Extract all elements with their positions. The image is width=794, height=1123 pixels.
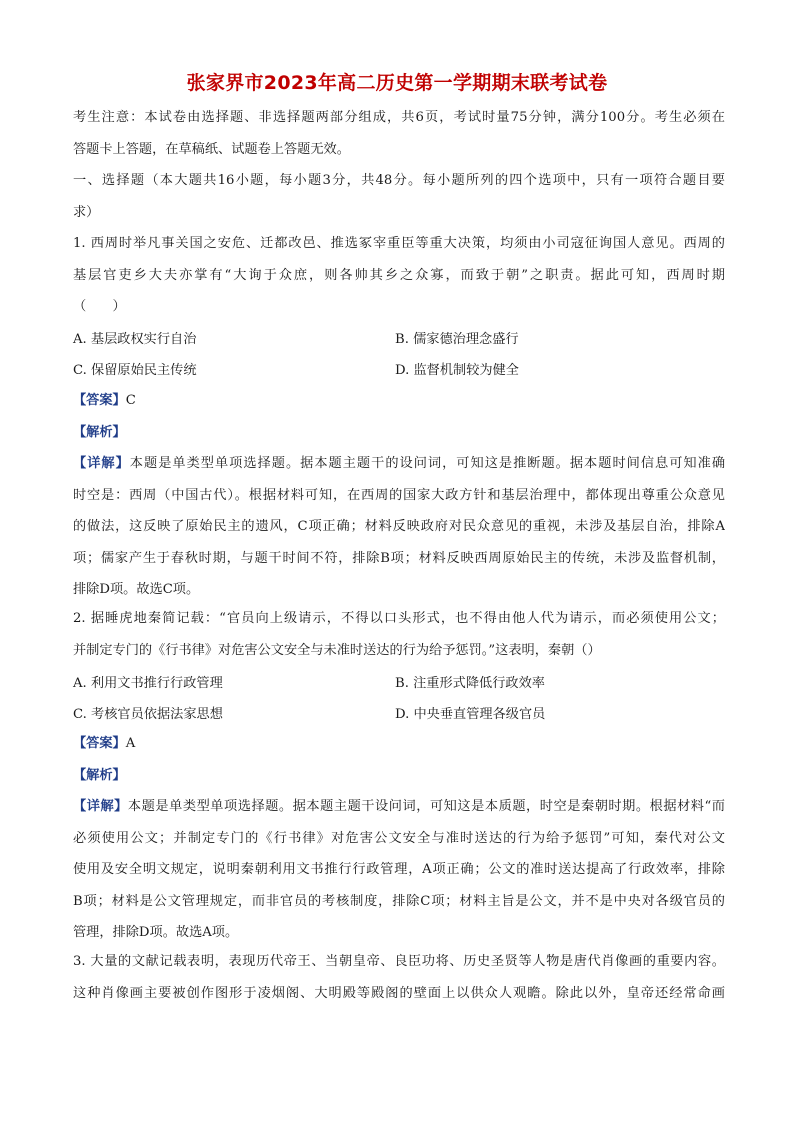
- section-heading-line: 一、选择题（本大题共16小题，每小题3分，共48分。每小题所列的四个选项中，只有一项符合题目要: [73, 173, 725, 188]
- detail-line: 时空是：西周（中国古代）。根据材料可知，在西周的国家大政方针和基层治理中，都体现出尊重公众意见: [73, 487, 725, 503]
- option-a: A. 利用文书推行行政管理: [73, 676, 223, 691]
- question-1-answer: [73, 385, 725, 448]
- detail-line: 管理，排除D项。故选A项。: [73, 925, 239, 940]
- question-2-stem: [73, 603, 725, 666]
- question-1-detail: [73, 448, 725, 606]
- section-heading-line: 求）: [73, 204, 100, 220]
- question-3-stem: [73, 946, 725, 1009]
- detail-line: 项；儒家产生于春秋时期，与题干时间不符，排除B项；材料反映西周原始民主的传统，未涉及监督机制，: [73, 550, 725, 566]
- question-stem-line: 3. 大量的文献记载表明，表现历代帝王、当朝皇帝、良臣功将、历史圣贤等人物是唐代肖像画的重要内容。: [73, 954, 725, 969]
- detail-line: 【详解】本题是单类型单项选择题。据本题主题干设问词，可知这是本质题，时空是秦朝时期。根据材料“而: [73, 799, 725, 814]
- detail-line: 【详解】本题是单类型单项选择题。据本题主题干的设问词，可知这是推断题。据本题时间信息可知准确: [73, 456, 725, 471]
- option-d: D. 监督机制较为健全: [395, 363, 519, 378]
- analysis-line: [73, 417, 725, 449]
- detail-line: B项；材料是公文管理规定，而非官员的考核制度，排除C项；材料主旨是公文，并不是中央对各级官员的: [73, 893, 725, 909]
- question-stem-line: （ ）: [73, 299, 126, 314]
- detail-tag: 【详解】: [73, 799, 128, 814]
- question-stem-line: 2. 据睡虎地秦简记载：“官员向上级请示，不得以口头形式，也不得由他人代为请示，而必须使用公文；: [73, 611, 725, 626]
- analysis-tag: 【解析】: [73, 424, 126, 440]
- candidate-notice: [73, 102, 725, 165]
- notice-line: 考生注意：本试卷由选择题、非选择题两部分组成，共6页，考试时量75分钟，满分100分。考生必须在: [73, 110, 725, 125]
- question-stem-line: 并制定专门的《行书律》对危害公文安全与未准时送达的行为给予惩罚。”这表明，秦朝（）: [73, 642, 601, 658]
- answer-value: C: [125, 393, 136, 408]
- detail-line: 排除D项。故选C项。: [73, 582, 200, 597]
- option-a: A. 基层政权实行自治: [73, 332, 197, 347]
- exam-title: 张家界市2023年高二历史第一学期期末联考试卷: [186, 72, 608, 94]
- question-stem-line: 1. 西周时举凡事关国之安危、迁都改邑、推选冢宰重臣等重大决策，均须由小司寇征询国人意见。西周的: [73, 236, 725, 251]
- option-b: B. 注重形式降低行政效率: [395, 676, 545, 691]
- answer-line: [73, 728, 725, 760]
- answer-line: [73, 385, 725, 417]
- answer-value: A: [125, 736, 136, 751]
- option-c: C. 保留原始民主传统: [73, 363, 197, 378]
- detail-line: 的做法，这反映了原始民主的遗风，C项正确；材料反映政府对民众意见的重视，未涉及基层自治，排除A: [73, 519, 725, 534]
- option-c: C. 考核官员依据法家思想: [73, 707, 223, 722]
- notice-line: 答题卡上答题，在草稿纸、试题卷上答题无效。: [73, 141, 350, 157]
- question-stem-line: 这种肖像画主要被创作图形于凌烟阁、大明殿等殿阁的壁面上以供众人观瞻。除此以外，皇帝还经常命画: [73, 985, 725, 1001]
- question-2-detail: [73, 791, 725, 949]
- answer-tag: 【答案】: [73, 393, 126, 408]
- analysis-tag: 【解析】: [73, 767, 126, 783]
- question-1-stem: [73, 228, 725, 323]
- detail-line: 必须使用公文；并制定专门的《行书律》对危害公文安全与准时送达的行为给予惩罚”可知，秦代对公文: [73, 830, 725, 846]
- option-d: D. 中央垂直管理各级官员: [395, 707, 546, 722]
- analysis-line: [73, 760, 725, 792]
- detail-line: 使用及安全明文规定，说明秦朝利用文书推行行政管理，A项正确；公文的准时送达提高了行政效率，排除: [73, 862, 725, 877]
- question-stem-line: 基层官吏乡大夫亦掌有“大询于众庶，则各帅其乡之众寡，而致于朝”之职责。据此可知，西周时期: [73, 267, 725, 283]
- answer-tag: 【答案】: [73, 736, 126, 751]
- option-b: B. 儒家德治理念盛行: [395, 332, 519, 347]
- question-2-answer: [73, 728, 725, 791]
- section-heading: [73, 165, 725, 228]
- detail-tag: 【详解】: [73, 456, 130, 471]
